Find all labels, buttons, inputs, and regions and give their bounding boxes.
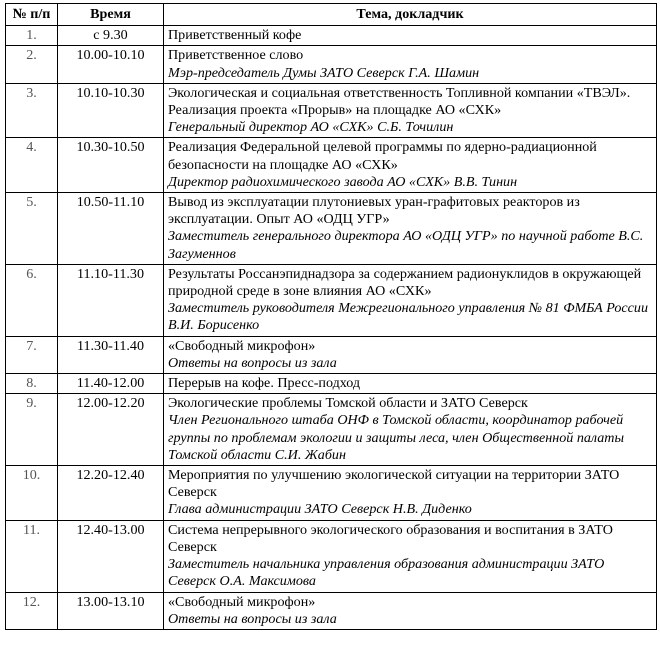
table-row [6, 46, 657, 83]
row-number: 8. [6, 374, 58, 394]
topic-speaker: Член Регионального штаба ОНФ в Томской области, координатор рабочей группы по проблемам экологии и защиты леса, член Общественной палаты Томской области С.И. Жабин [168, 412, 624, 463]
row-time: 10.30-10.50 [58, 138, 164, 193]
header-row [6, 4, 657, 26]
topic-speaker: Заместитель генерального директора АО «ОДЦ УГР» по научной работе В.С. Загуменнов [168, 228, 644, 262]
agenda-table-header [6, 4, 657, 26]
row-number: 2. [6, 46, 58, 83]
topic-speaker: Ответы на вопросы из зала [168, 354, 337, 371]
header-num: № п/п [6, 4, 58, 26]
topic-speaker: Заместитель начальника управления образования администрации ЗАТО Северск О.А. Максимова [168, 556, 605, 590]
topic-speaker: Директор радиохимического завода АО «СХК» В.В. Тинин [168, 173, 518, 190]
table-row [6, 592, 657, 629]
topic-title: Приветственный кофе [168, 27, 302, 44]
row-topic [164, 46, 657, 83]
topic-title: Мероприятия по улучшению экологической ситуации на территории ЗАТО Северск [168, 467, 620, 501]
topic-speaker: Генеральный директор АО «СХК» С.Б. Точилин [168, 119, 454, 136]
row-number: 4. [6, 138, 58, 193]
row-time: 10.00-10.10 [58, 46, 164, 83]
row-topic [164, 264, 657, 336]
row-topic [164, 520, 657, 592]
topic-speaker: Мэр-председатель Думы ЗАТО Северск Г.А. Шамин [168, 64, 480, 81]
row-time: 13.00-13.10 [58, 592, 164, 629]
header-time: Время [58, 4, 164, 26]
topic-title: Система непрерывного экологического образования и воспитания в ЗАТО Северск [168, 521, 613, 555]
table-row [6, 466, 657, 521]
row-topic [164, 138, 657, 193]
row-time: 11.40-12.00 [58, 374, 164, 394]
agenda-table [5, 3, 657, 630]
topic-speaker: Ответы на вопросы из зала [168, 610, 337, 627]
row-topic [164, 466, 657, 521]
topic-title: Экологические проблемы Томской области и ЗАТО Северск [168, 395, 528, 412]
row-number: 10. [6, 466, 58, 521]
table-row [6, 520, 657, 592]
table-row [6, 394, 657, 466]
table-row [6, 26, 657, 46]
header-topic: Тема, докладчик [164, 4, 657, 26]
row-number: 1. [6, 26, 58, 46]
row-time: 10.10-10.30 [58, 83, 164, 138]
topic-title: Перерыв на кофе. Пресс-подход [168, 375, 361, 392]
row-topic [164, 394, 657, 466]
table-row [6, 336, 657, 373]
topic-title: Реализация Федеральной целевой программы по ядерно-радиационной безопасности на площадке АО «СХК» [168, 139, 597, 173]
topic-title: Экологическая и социальная ответственность Топливной компании «ТВЭЛ». Реализация проекта «Прорыв» на площадке АО «СХК» [168, 84, 631, 119]
row-time: 10.50-11.10 [58, 193, 164, 265]
table-row [6, 83, 657, 138]
table-row [6, 138, 657, 193]
row-topic [164, 193, 657, 265]
table-row [6, 264, 657, 336]
row-topic [164, 592, 657, 629]
row-number: 7. [6, 336, 58, 373]
row-time: 12.40-13.00 [58, 520, 164, 592]
topic-title: Вывод из эксплуатации плутониевых уран-графитовых реакторов из эксплуатации. Опыт АО «ОДЦ УГР» [168, 194, 580, 228]
agenda-table-body [6, 26, 657, 630]
topic-title: «Свободный микрофон» [168, 337, 316, 354]
row-topic [164, 26, 657, 46]
row-time: 11.10-11.30 [58, 264, 164, 336]
row-number: 12. [6, 592, 58, 629]
row-time: 12.20-12.40 [58, 466, 164, 521]
table-row [6, 193, 657, 265]
row-number: 5. [6, 193, 58, 265]
row-time: 12.00-12.20 [58, 394, 164, 466]
row-time: 11.30-11.40 [58, 336, 164, 373]
row-topic [164, 374, 657, 394]
topic-speaker: Глава администрации ЗАТО Северск Н.В. Диденко [168, 501, 472, 518]
row-number: 9. [6, 394, 58, 466]
topic-title: «Свободный микрофон» [168, 593, 316, 610]
row-number: 3. [6, 83, 58, 138]
row-topic [164, 83, 657, 138]
row-number: 11. [6, 520, 58, 592]
row-number: 6. [6, 264, 58, 336]
topic-title: Результаты Россанэпиднадзора за содержанием радионуклидов в окружающей природной среде в зоне влияния АО «СХК» [168, 265, 642, 300]
topic-title: Приветственное слово [168, 47, 304, 64]
row-topic [164, 336, 657, 373]
topic-speaker: Заместитель руководителя Межрегионального управления № 81 ФМБА России В.И. Борисенко [168, 300, 648, 334]
row-time: с 9.30 [58, 26, 164, 46]
table-row [6, 374, 657, 394]
